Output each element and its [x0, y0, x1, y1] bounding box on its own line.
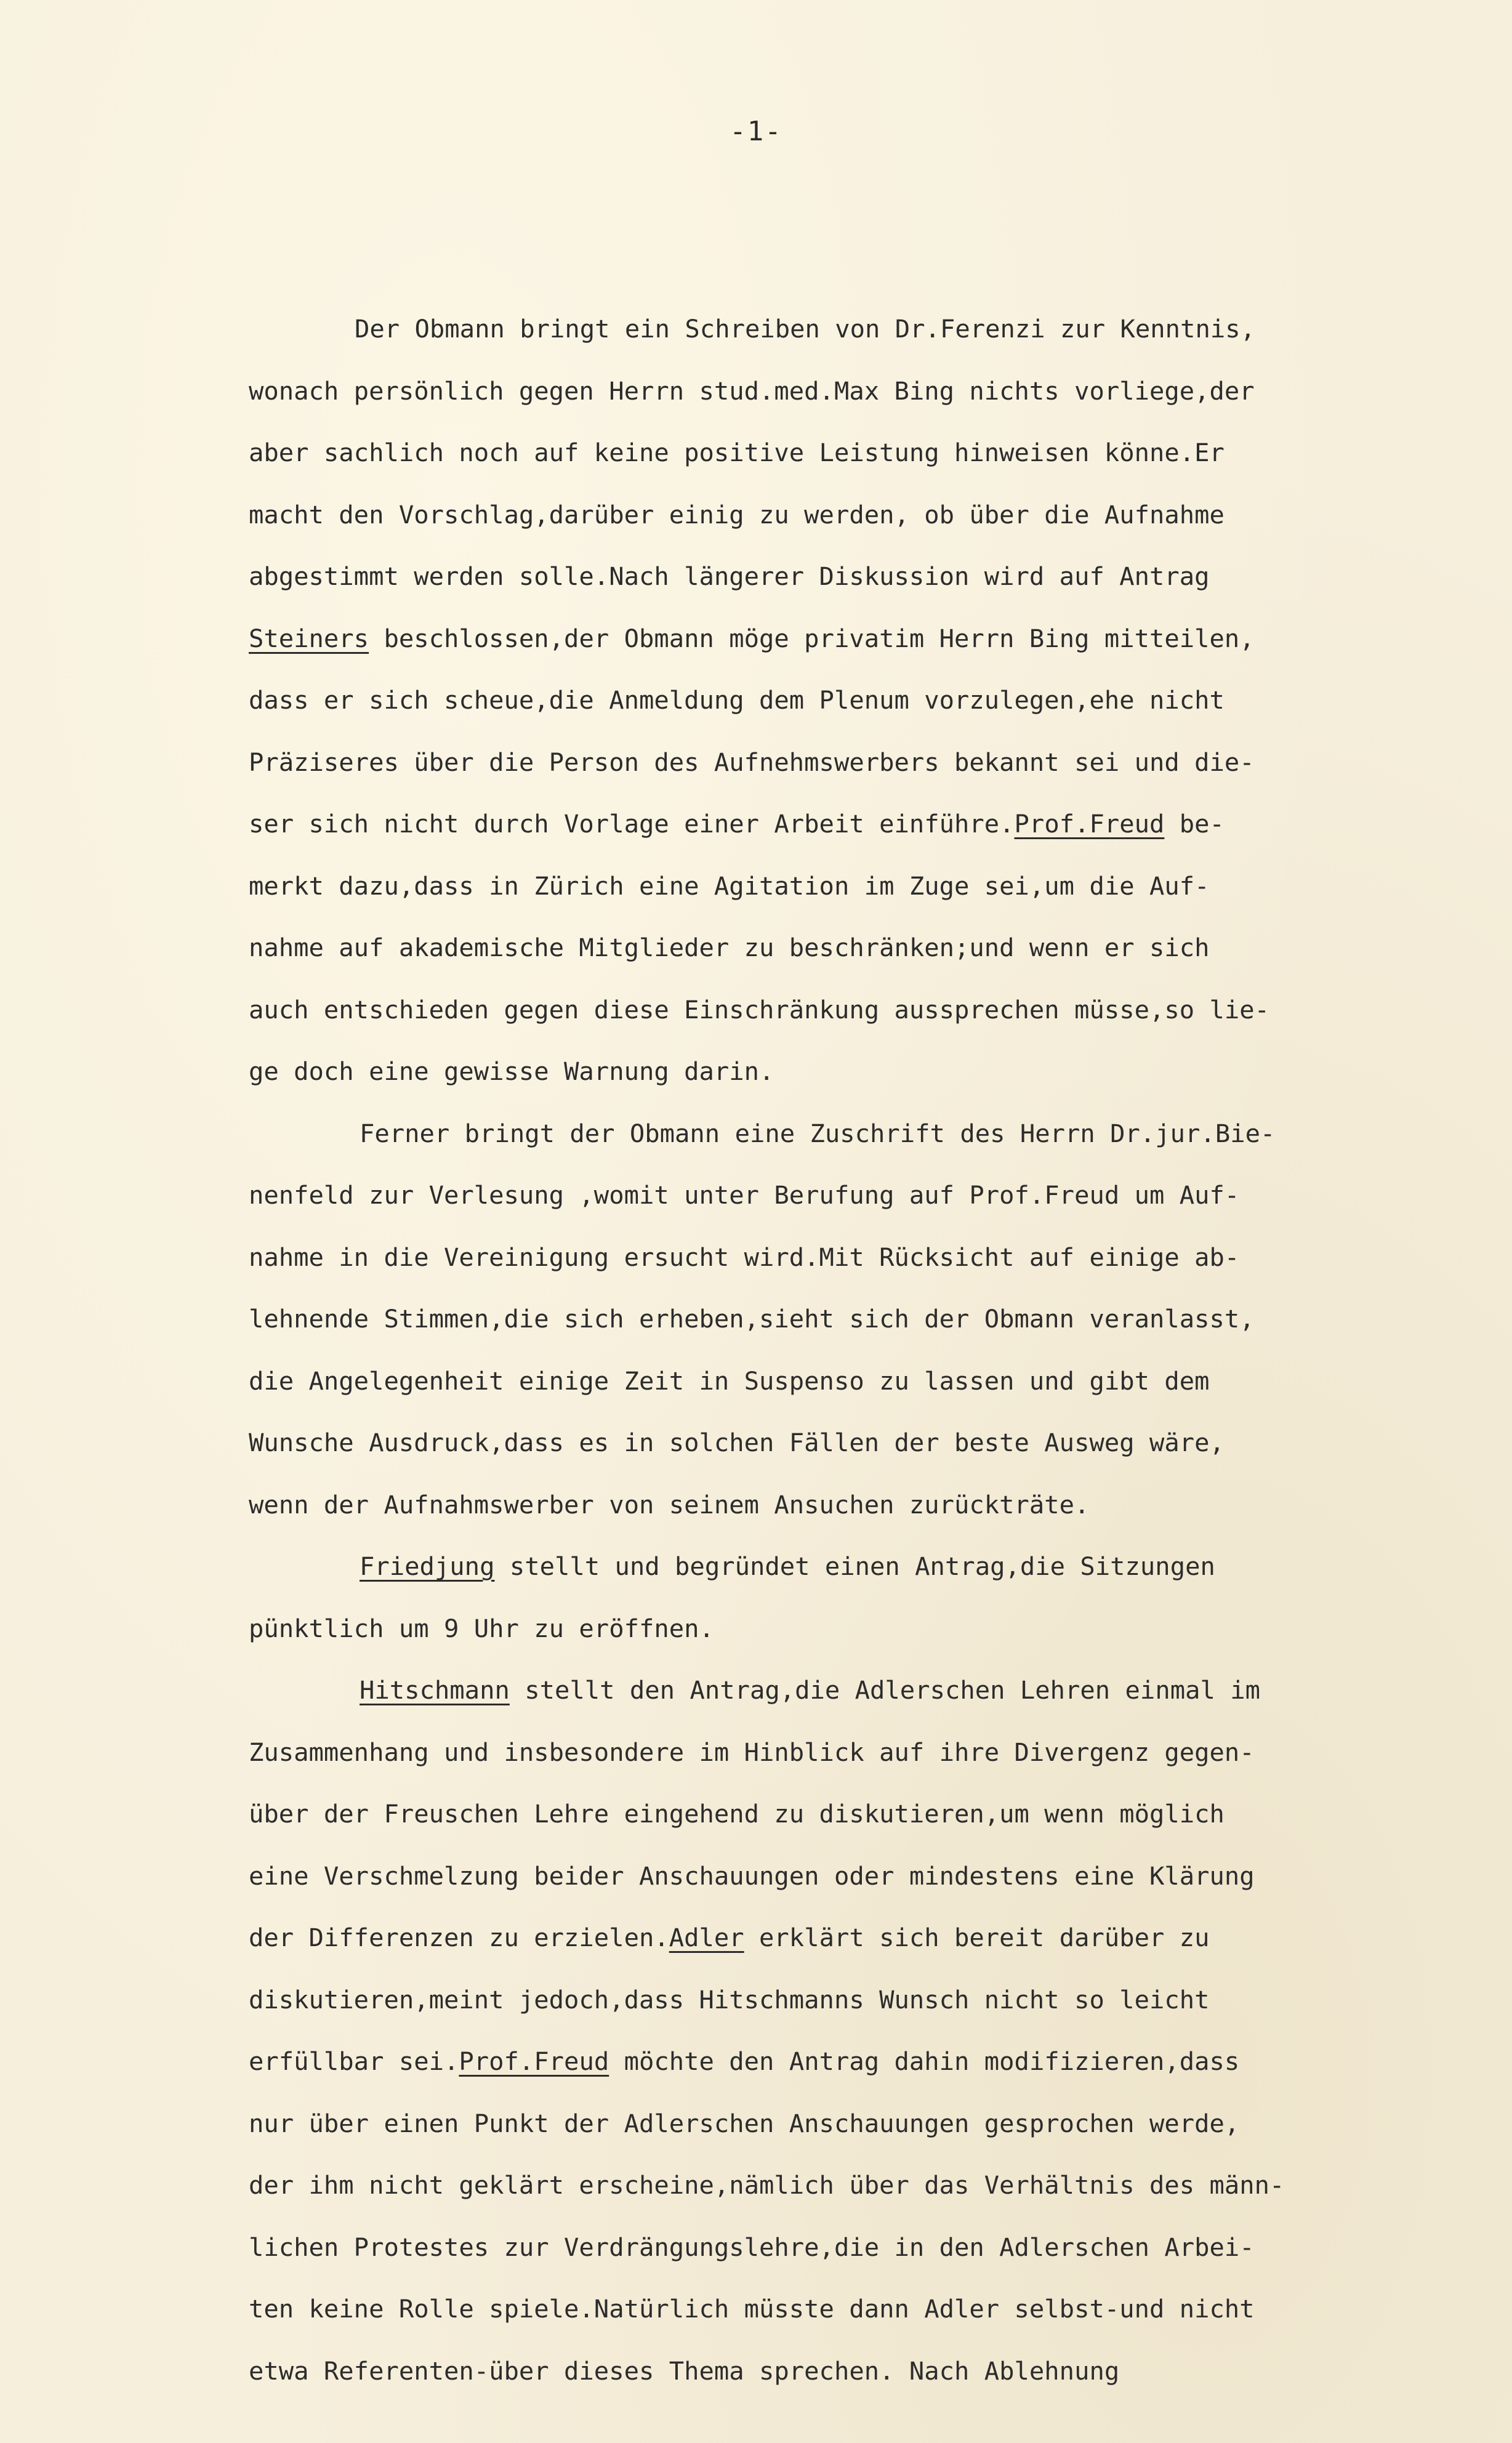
text-line	[249, 1783, 1474, 1845]
underlined-name: Prof.Freud	[459, 2047, 609, 2076]
text-line	[249, 669, 1474, 731]
text-line	[249, 2278, 1474, 2340]
text-line	[249, 545, 1474, 608]
text-segment: stellt den Antrag,die Adlerschen Lehren einmal im	[509, 1675, 1260, 1705]
text-segment: be-	[1164, 809, 1224, 839]
text-line	[249, 1598, 1474, 1660]
text-segment: erfüllbar sei.	[249, 2047, 459, 2076]
text-line	[249, 1288, 1474, 1350]
text-segment: Zusammenhang und insbesondere im Hinblick auf ihre Divergenz gegen-	[249, 1737, 1255, 1767]
text-segment: etwa Referenten-über dieses Thema sprechen. Nach Ablehnung	[249, 2356, 1120, 2386]
text-segment: pünktlich um 9 Uhr zu eröffnen.	[249, 1613, 714, 1643]
text-line	[249, 855, 1474, 917]
text-line	[249, 731, 1474, 794]
underlined-name: Steiners	[249, 623, 369, 653]
text-segment: wonach persönlich gegen Herrn stud.med.Max Bing nichts vorliege,der	[249, 376, 1255, 406]
text-segment: möchte den Antrag dahin modifizieren,dass	[609, 2047, 1240, 2076]
text-segment: Ferner bringt der Obmann eine Zuschrift des Herrn Dr.jur.Bie-	[360, 1118, 1276, 1148]
text-line	[249, 360, 1474, 422]
text-line	[249, 979, 1474, 1041]
text-segment: beschlossen,der Obmann möge privatim Herrn Bing mitteilen,	[369, 623, 1255, 653]
text-line	[249, 917, 1474, 979]
text-segment: der Differenzen zu erzielen.	[249, 1923, 669, 1952]
text-segment: auch entschieden gegen diese Einschränkung aussprechen müsse,so lie-	[249, 994, 1270, 1024]
text-segment: lehnende Stimmen,die sich erheben,sieht sich der Obmann veranlasst,	[249, 1304, 1255, 1334]
text-line	[249, 2216, 1474, 2279]
text-line	[249, 422, 1474, 484]
text-segment: stellt und begründet einen Antrag,die Sitzungen	[494, 1552, 1215, 1581]
text-segment: merkt dazu,dass in Zürich eine Agitation im Zuge sei,um die Auf-	[249, 871, 1210, 901]
text-line	[249, 1226, 1474, 1289]
text-segment: erklärt sich bereit darüber zu	[744, 1923, 1210, 1952]
text-line	[249, 1907, 1474, 1969]
text-segment: der ihm nicht geklärt erscheine,nämlich über das Verhältnis des männ-	[249, 2170, 1285, 2200]
text-line	[249, 484, 1474, 546]
text-segment: ser sich nicht durch Vorlage einer Arbeit einführe.	[249, 809, 1015, 839]
text-line	[249, 793, 1474, 855]
page-number: -1-	[730, 116, 782, 147]
underlined-name: Hitschmann	[360, 1675, 510, 1705]
text-line	[249, 1040, 1474, 1103]
text-segment: nahme in die Vereinigung ersucht wird.Mit Rücksicht auf einige ab-	[249, 1242, 1240, 1272]
text-line	[249, 1535, 1474, 1598]
body-text	[249, 298, 1474, 2402]
underlined-name: Adler	[669, 1923, 744, 1952]
text-line	[249, 1969, 1474, 2031]
text-line	[249, 1103, 1474, 1165]
text-line	[249, 2030, 1474, 2093]
text-line	[249, 298, 1474, 360]
text-line	[249, 2093, 1474, 2155]
text-segment: die Angelegenheit einige Zeit in Suspenso zu lassen und gibt dem	[249, 1366, 1210, 1396]
text-line	[249, 2340, 1474, 2402]
text-segment: wenn der Aufnahmswerber von seinem Ansuchen zurückträte.	[249, 1489, 1090, 1519]
text-line	[249, 1412, 1474, 1474]
text-line	[249, 1164, 1474, 1226]
text-segment: diskutieren,meint jedoch,dass Hitschmanns Wunsch nicht so leicht	[249, 1984, 1210, 2014]
text-segment: aber sachlich noch auf keine positive Leistung hinweisen könne.Er	[249, 438, 1224, 467]
text-line	[249, 1659, 1474, 1721]
text-line	[249, 1350, 1474, 1412]
text-segment: ge doch eine gewisse Warnung darin.	[249, 1056, 774, 1086]
text-line	[249, 608, 1474, 670]
text-segment: eine Verschmelzung beider Anschauungen oder mindestens eine Klärung	[249, 1861, 1255, 1891]
text-line	[249, 1474, 1474, 1536]
underlined-name: Prof.Freud	[1014, 809, 1165, 839]
text-line	[249, 1721, 1474, 1784]
text-segment: Wunsche Ausdruck,dass es in solchen Fällen der beste Ausweg wäre,	[249, 1428, 1224, 1457]
text-segment: Präziseres über die Person des Aufnehmswerbers bekannt sei und die-	[249, 747, 1255, 777]
text-segment: dass er sich scheue,die Anmeldung dem Plenum vorzulegen,ehe nicht	[249, 685, 1224, 715]
text-segment: nahme auf akademische Mitglieder zu beschränken;und wenn er sich	[249, 933, 1210, 962]
text-segment: ten keine Rolle spiele.Natürlich müsste dann Adler selbst-und nicht	[249, 2294, 1255, 2324]
text-segment: lichen Protestes zur Verdrängungslehre,die in den Adlerschen Arbei-	[249, 2232, 1255, 2262]
text-segment: abgestimmt werden solle.Nach längerer Diskussion wird auf Antrag	[249, 561, 1210, 591]
text-segment: macht den Vorschlag,darüber einig zu werden, ob über die Aufnahme	[249, 499, 1224, 529]
text-segment: nur über einen Punkt der Adlerschen Anschauungen gesprochen werde,	[249, 2108, 1240, 2138]
text-segment: nenfeld zur Verlesung ,womit unter Berufung auf Prof.Freud um Auf-	[249, 1180, 1240, 1210]
text-line	[249, 1845, 1474, 1907]
text-segment: über der Freuschen Lehre eingehend zu diskutieren,um wenn möglich	[249, 1799, 1224, 1829]
text-segment: Der Obmann bringt ein Schreiben von Dr.Ferenzi zur Kenntnis,	[355, 314, 1255, 344]
underlined-name: Friedjung	[360, 1552, 495, 1581]
text-line	[249, 2154, 1474, 2216]
